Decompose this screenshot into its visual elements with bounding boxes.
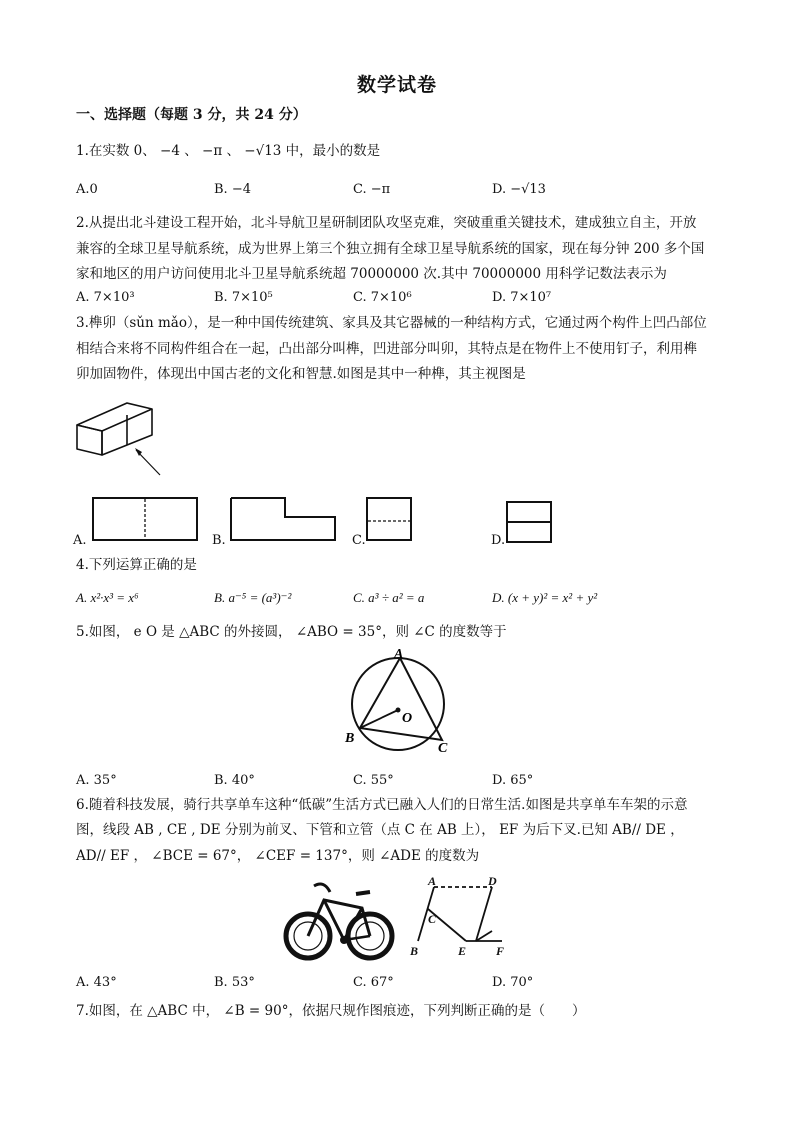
question-2-option-a[interactable]: A. 7×10³ [76,290,135,305]
label-a: A [394,647,404,662]
option-a-view[interactable] [92,497,198,541]
question-1-option-b[interactable]: B. −4 [214,182,251,197]
question-1-option-c[interactable]: C. −π [353,182,391,197]
question-5-option-c[interactable]: C. 55° [353,773,394,788]
bike-frame-diagram [406,874,516,961]
question-1-option-a[interactable]: A.0 [76,182,98,197]
question-2-stem-line-2: 兼容的全球卫星导航系统，成为世界上第三个独立拥有全球卫星导航系统的国家，现在每分钟 200 多个国 [76,241,705,257]
question-1-stem: 1.在实数 0、 −4 、 −π 、 −√13 中，最小的数是 [76,143,381,159]
question-4-stem: 4.下列运算正确的是 [76,557,197,573]
frame-label-c: C [428,912,437,926]
question-4-option-d[interactable]: D. (x + y)² = x² + y² [492,590,598,605]
question-5-option-a[interactable]: A. 35° [76,773,117,788]
question-2-stem-line-1: 2.从提出北斗建设工程开始，北斗导航卫星研制团队攻坚克难，突破重重关键技术，建成独立自主，开放 [76,215,697,231]
question-2-option-c[interactable]: C. 7×10⁶ [353,290,412,305]
question-6-option-c[interactable]: C. 67° [353,975,394,990]
question-1-option-d[interactable]: D. −√13 [492,182,546,197]
question-6-option-a[interactable]: A. 43° [76,975,117,990]
tenon-3d-figure [72,395,172,485]
question-4-option-a[interactable]: A. x²·x³ = x⁶ [76,590,139,605]
question-3-stem-line-2: 相结合来将不同构件组合在一起，凸出部分叫榫，凹进部分叫卯，其特点是在物件上不使用钉子，利用榫 [76,341,697,357]
question-6-option-b[interactable]: B. 53° [214,975,255,990]
question-2-option-b[interactable]: B. 7×10⁵ [214,290,273,305]
question-3-option-d[interactable]: D. [491,533,506,548]
circle-triangle-figure [342,648,462,760]
question-3-option-c[interactable]: C. [352,533,366,548]
label-c: C [438,741,448,756]
frame-label-b: B [410,944,419,958]
question-3-option-a[interactable]: A. [73,533,87,548]
frame-label-d: D [488,874,497,888]
page-title: 数学试卷 [356,74,437,96]
question-7-stem: 7.如图，在 △ABC 中， ∠B = 90°，依据尺规作图痕迹，下列判断正确的是（ ） [76,1003,586,1019]
option-d-view[interactable] [506,501,552,543]
question-2-option-d[interactable]: D. 7×10⁷ [492,290,552,305]
label-b: B [345,731,355,746]
question-6-option-d[interactable]: D. 70° [492,975,534,990]
question-5-option-b[interactable]: B. 40° [214,773,255,788]
question-3-option-b[interactable]: B. [212,533,226,548]
question-6-stem-line-1: 6.随着科技发展，骑行共享单车这种“低碳”生活方式已融入人们的日常生活.如图是共享单车车架的示意 [76,797,688,813]
frame-label-a: A [428,874,437,888]
option-c-view[interactable] [366,497,412,541]
option-b-view[interactable] [230,497,336,541]
question-6-stem-line-2: 图，线段 AB , CE , DE 分别为前叉、下管和立管（点 C 在 AB 上）， EF 为后下叉.已知 AB// DE ， [76,822,684,838]
question-2-stem-line-3: 家和地区的用户访问使用北斗卫星导航系统超 70000000 次.其中 70000000 用科学记数法表示为 [76,266,667,282]
question-3-stem-line-1: 3.榫卯（sǔn mǎo），是一种中国传统建筑、家具及其它器械的一种结构方式，它通过两个构件上凹凸部位 [76,315,707,331]
question-6-stem-line-3: AD// EF ， ∠BCE = 67°， ∠CEF = 137°，则 ∠ADE 的度数为 [76,848,480,864]
question-3-stem-line-3: 卯加固物件，体现出中国古老的文化和智慧.如图是其中一种榫，其主视图是 [76,366,526,382]
label-o: O [402,711,413,726]
frame-label-f: F [496,944,505,958]
question-5-option-d[interactable]: D. 65° [492,773,534,788]
section-heading: 一、选择题（每题 3 分，共 24 分） [76,107,307,123]
question-5-stem: 5.如图， e O 是 △ABC 的外接圆， ∠ABO = 35°，则 ∠C 的度数等于 [76,624,507,640]
question-4-option-c[interactable]: C. a³ ÷ a² = a [353,590,425,605]
question-4-option-b[interactable]: B. a⁻⁵ = (a³)⁻² [214,590,292,605]
bicycle-icon [284,878,396,962]
frame-label-e: E [458,944,467,958]
